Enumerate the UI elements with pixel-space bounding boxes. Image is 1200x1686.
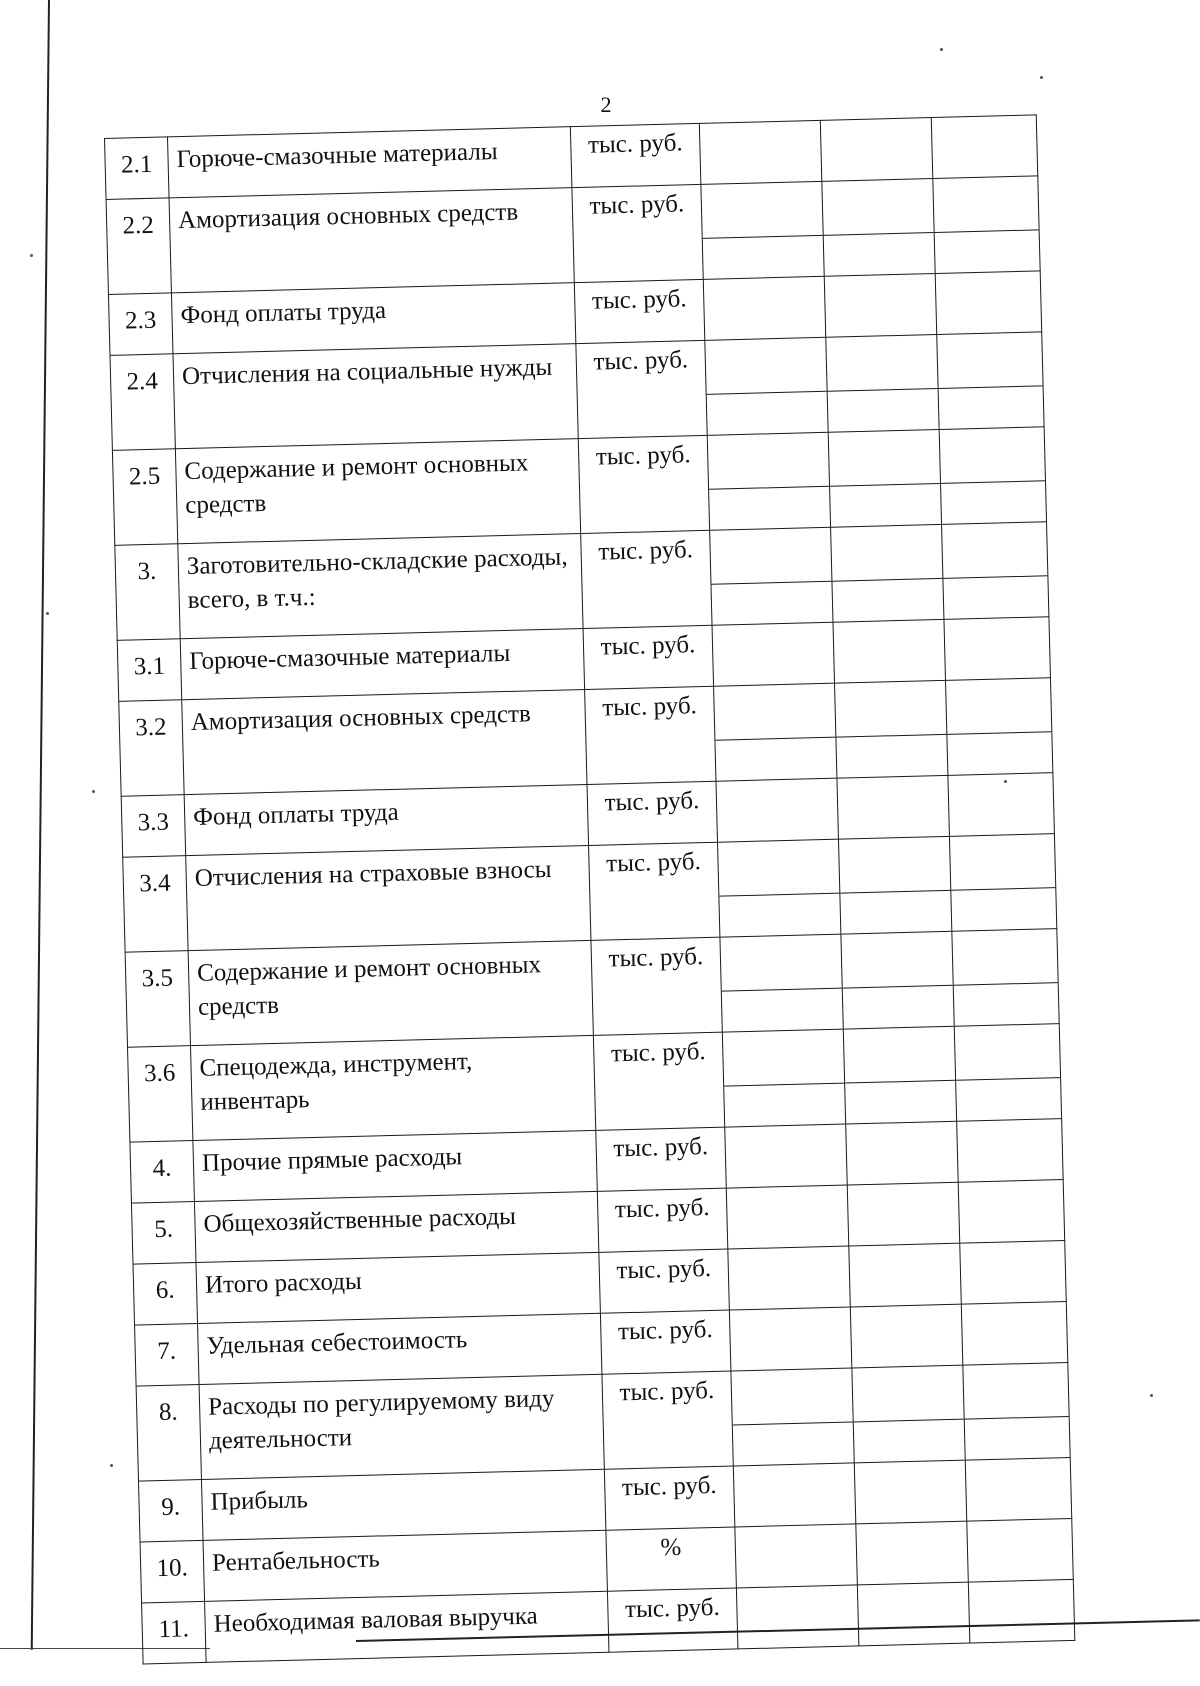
- row-indicator-name: Фонд оплаты труда: [184, 784, 588, 855]
- value-cell-lower: [947, 731, 1052, 765]
- row-value-cell-3: [948, 773, 1055, 837]
- row-value-cell-3: [958, 1180, 1065, 1244]
- value-cell-upper: [952, 929, 1057, 985]
- row-indicator-name: Прибыль: [201, 1469, 605, 1540]
- cost-table-sheet: [104, 112, 1158, 1664]
- row-indicator-name: Необходимая валовая выручка: [205, 1591, 609, 1662]
- row-indicator-name: Общехозяйственные расходы: [194, 1191, 598, 1262]
- row-value-cell-3: [944, 617, 1051, 681]
- value-cell-upper: [955, 1024, 1060, 1080]
- row-value-cell-3: [968, 1579, 1075, 1643]
- value-cell-lower: [707, 391, 828, 425]
- row-value-cell-2: [847, 1182, 960, 1246]
- value-cell-split: [839, 837, 951, 924]
- value-cell-upper: [731, 1368, 852, 1424]
- value-cell-split: [831, 525, 943, 612]
- value-cell-split: [829, 430, 941, 517]
- row-value-cell-3: [945, 678, 1052, 776]
- row-value-cell-1: [701, 181, 824, 279]
- row-number: 9.: [138, 1479, 203, 1542]
- row-value-cell-1: [736, 1585, 859, 1649]
- row-value-cell-1: [733, 1463, 856, 1527]
- row-indicator-name: Отчисления на страховые взносы: [186, 845, 591, 950]
- row-unit: тыс. руб.: [596, 1127, 727, 1191]
- row-number: 3.1: [117, 639, 182, 702]
- row-number: 2.5: [112, 449, 177, 546]
- cost-table: [104, 114, 1075, 1664]
- row-unit: тыс. руб.: [589, 842, 720, 940]
- row-value-cell-2: [850, 1304, 963, 1368]
- page-number: 2: [600, 92, 612, 117]
- value-cell-upper: [701, 182, 822, 238]
- value-cell-lower: [828, 388, 939, 422]
- row-value-cell-3: [935, 271, 1042, 335]
- value-cell-split: [826, 335, 938, 422]
- row-unit: тыс. руб.: [591, 937, 722, 1035]
- value-cell-split: [950, 834, 1056, 921]
- row-value-cell-3: [933, 176, 1040, 274]
- row-unit: тыс. руб.: [602, 1371, 733, 1469]
- row-unit: тыс. руб.: [585, 686, 716, 784]
- row-value-cell-3: [963, 1363, 1070, 1461]
- row-value-cell-2: [824, 274, 937, 338]
- row-value-cell-2: [849, 1243, 962, 1307]
- row-number: 3.2: [119, 700, 184, 797]
- value-cell-lower: [724, 1083, 845, 1117]
- row-value-cell-2: [833, 619, 946, 683]
- value-cell-upper: [714, 684, 835, 740]
- row-value-cell-1: [705, 337, 828, 435]
- scan-speck: [92, 790, 95, 793]
- row-value-cell-2: [856, 1521, 969, 1585]
- value-cell-upper: [835, 681, 946, 737]
- value-cell-split: [705, 338, 827, 425]
- value-cell-split: [933, 176, 1039, 263]
- row-number: 2.4: [110, 354, 175, 451]
- row-value-cell-1: [716, 778, 839, 842]
- row-number: 3.: [115, 544, 180, 641]
- row-value-cell-2: [828, 429, 941, 527]
- value-cell-split: [701, 182, 823, 269]
- value-cell-split: [718, 840, 840, 927]
- row-value-cell-1: [707, 432, 830, 530]
- row-indicator-name: Рентабельность: [203, 1530, 607, 1601]
- row-unit: %: [606, 1527, 737, 1591]
- row-value-cell-1: [729, 1307, 852, 1371]
- row-indicator-name: Горюче-смазочные материалы: [180, 629, 584, 700]
- value-cell-upper: [822, 179, 933, 235]
- row-value-cell-1: [710, 527, 833, 625]
- value-cell-lower: [832, 578, 943, 612]
- row-value-cell-3: [939, 427, 1046, 525]
- row-value-cell-1: [725, 1124, 848, 1188]
- value-cell-split: [963, 1363, 1069, 1450]
- row-value-cell-3: [949, 834, 1056, 932]
- value-cell-upper: [829, 430, 940, 486]
- value-cell-split: [835, 681, 947, 768]
- value-cell-lower: [711, 581, 832, 615]
- row-value-cell-1: [726, 1185, 849, 1249]
- row-value-cell-1: [703, 276, 826, 340]
- row-number: 4.: [130, 1141, 195, 1204]
- row-value-cell-3: [961, 1302, 1068, 1366]
- row-value-cell-2: [820, 118, 933, 182]
- row-number: 2.1: [105, 137, 170, 200]
- value-cell-upper: [839, 837, 950, 893]
- row-number: 3.5: [125, 951, 190, 1048]
- row-indicator-name: Амортизация основных средств: [169, 188, 574, 293]
- value-cell-lower: [722, 988, 843, 1022]
- value-cell-upper: [942, 522, 1047, 578]
- value-cell-lower: [951, 887, 1056, 921]
- row-unit: тыс. руб.: [593, 1032, 724, 1130]
- row-indicator-name: Горюче-смазочные материалы: [167, 127, 571, 198]
- row-number: 3.4: [123, 856, 188, 953]
- row-value-cell-1: [699, 120, 822, 184]
- row-indicator-name: Расходы по регулируемому виду деятельности: [199, 1374, 604, 1479]
- row-value-cell-2: [843, 1026, 956, 1124]
- row-unit: тыс. руб.: [581, 530, 712, 628]
- row-value-cell-1: [720, 934, 843, 1032]
- value-cell-lower: [845, 1080, 956, 1114]
- row-number: 3.3: [121, 795, 186, 858]
- scan-speck: [1040, 76, 1043, 79]
- value-cell-lower: [719, 893, 840, 927]
- row-value-cell-2: [838, 836, 951, 934]
- value-cell-upper: [826, 335, 937, 391]
- row-number: 10.: [140, 1540, 205, 1603]
- row-value-cell-3: [965, 1457, 1072, 1521]
- row-number: 7.: [135, 1324, 200, 1387]
- row-value-cell-2: [831, 524, 944, 622]
- row-number: 11.: [142, 1601, 207, 1664]
- row-value-cell-1: [712, 622, 835, 686]
- value-cell-split: [844, 1027, 956, 1114]
- value-cell-upper: [963, 1363, 1068, 1419]
- value-cell-lower: [709, 486, 830, 520]
- value-cell-upper: [933, 176, 1038, 232]
- row-value-cell-2: [837, 775, 950, 839]
- value-cell-lower: [935, 229, 1040, 263]
- row-number: 6.: [133, 1263, 198, 1326]
- row-value-cell-3: [960, 1241, 1067, 1305]
- value-cell-lower: [954, 982, 1059, 1016]
- row-indicator-name: Содержание и ремонт основных средств: [175, 439, 580, 544]
- row-value-cell-3: [967, 1518, 1074, 1582]
- scan-speck: [30, 254, 33, 257]
- row-indicator-name: Спецодежда, инструмент, инвентарь: [190, 1035, 595, 1140]
- row-value-cell-2: [835, 680, 948, 778]
- row-unit: тыс. руб.: [587, 781, 718, 845]
- row-unit: тыс. руб.: [570, 123, 701, 187]
- row-indicator-name: Заготовительно-складские расходы, всего, в т.ч.:: [178, 534, 583, 639]
- row-value-cell-3: [931, 115, 1038, 179]
- row-value-cell-1: [735, 1524, 858, 1588]
- scan-edge-left: [31, 0, 50, 1650]
- row-number: 8.: [136, 1384, 201, 1481]
- row-indicator-name: Удельная себестоимость: [198, 1313, 602, 1384]
- row-number: 3.6: [128, 1046, 193, 1143]
- row-indicator-name: Содержание и ремонт основных средств: [188, 940, 593, 1045]
- value-cell-upper: [841, 932, 952, 988]
- row-indicator-name: Фонд оплаты труда: [171, 283, 575, 354]
- row-value-cell-2: [841, 931, 954, 1029]
- row-unit: тыс. руб.: [576, 340, 707, 438]
- value-cell-lower: [943, 575, 1048, 609]
- value-cell-upper: [852, 1366, 963, 1422]
- value-cell-lower: [840, 890, 951, 924]
- value-cell-lower: [956, 1077, 1061, 1111]
- value-cell-split: [955, 1024, 1061, 1111]
- value-cell-split: [952, 929, 1058, 1016]
- value-cell-upper: [937, 332, 1042, 388]
- value-cell-upper: [831, 525, 942, 581]
- value-cell-split: [940, 427, 1046, 514]
- row-value-cell-1: [731, 1368, 854, 1466]
- row-unit: тыс. руб.: [600, 1310, 731, 1374]
- value-cell-upper: [718, 840, 839, 896]
- value-cell-lower: [703, 235, 824, 269]
- row-number: 2.3: [108, 293, 173, 356]
- row-number: 2.2: [106, 198, 171, 295]
- value-cell-lower: [939, 385, 1044, 419]
- value-cell-split: [723, 1030, 845, 1117]
- row-value-cell-3: [942, 522, 1049, 620]
- value-cell-upper: [705, 338, 826, 394]
- row-value-cell-2: [822, 179, 935, 277]
- row-unit: тыс. руб.: [607, 1588, 738, 1652]
- scan-speck: [940, 48, 943, 51]
- value-cell-lower: [965, 1416, 1070, 1450]
- value-cell-split: [852, 1366, 964, 1453]
- row-indicator-name: Прочие прямые расходы: [193, 1130, 597, 1201]
- scan-speck: [110, 1464, 113, 1467]
- value-cell-lower: [824, 232, 935, 266]
- value-cell-split: [708, 433, 830, 520]
- value-cell-split: [942, 522, 1048, 609]
- value-cell-upper: [950, 834, 1055, 890]
- value-cell-upper: [710, 528, 831, 584]
- value-cell-lower: [715, 737, 836, 771]
- row-value-cell-3: [937, 332, 1044, 430]
- value-cell-split: [937, 332, 1043, 419]
- row-unit: тыс. руб.: [578, 435, 709, 533]
- row-value-cell-2: [857, 1582, 970, 1646]
- row-value-cell-2: [854, 1460, 967, 1524]
- value-cell-split: [841, 932, 953, 1019]
- row-unit: тыс. руб.: [604, 1466, 735, 1530]
- row-unit: тыс. руб.: [583, 625, 714, 689]
- row-unit: тыс. руб.: [574, 279, 705, 343]
- value-cell-upper: [723, 1030, 844, 1086]
- row-value-cell-2: [846, 1121, 959, 1185]
- value-cell-split: [720, 935, 842, 1022]
- value-cell-lower: [843, 985, 954, 1019]
- value-cell-lower: [733, 1421, 854, 1455]
- row-indicator-name: Итого расходы: [196, 1252, 600, 1323]
- row-value-cell-3: [954, 1024, 1061, 1122]
- row-unit: тыс. руб.: [599, 1249, 730, 1313]
- row-value-cell-2: [852, 1365, 965, 1463]
- row-value-cell-1: [718, 839, 841, 937]
- row-number: 5.: [131, 1202, 196, 1265]
- cost-table-body: [105, 115, 1075, 1664]
- value-cell-upper: [708, 433, 829, 489]
- value-cell-split: [946, 678, 1052, 765]
- row-unit: тыс. руб.: [572, 184, 703, 282]
- row-value-cell-3: [957, 1119, 1064, 1183]
- value-cell-split: [731, 1368, 853, 1455]
- row-value-cell-1: [714, 683, 837, 781]
- value-cell-lower: [854, 1419, 965, 1453]
- row-value-cell-2: [826, 334, 939, 432]
- value-cell-upper: [720, 935, 841, 991]
- row-unit: тыс. руб.: [597, 1188, 728, 1252]
- value-cell-lower: [941, 480, 1046, 514]
- value-cell-lower: [830, 483, 941, 517]
- value-cell-split: [710, 528, 832, 615]
- value-cell-upper: [946, 678, 1051, 734]
- value-cell-upper: [940, 427, 1045, 483]
- value-cell-split: [822, 179, 934, 266]
- row-indicator-name: Амортизация основных средств: [182, 690, 587, 795]
- value-cell-upper: [844, 1027, 955, 1083]
- row-value-cell-3: [952, 929, 1059, 1027]
- row-value-cell-1: [728, 1246, 851, 1310]
- row-indicator-name: Отчисления на социальные нужды: [173, 344, 578, 449]
- value-cell-lower: [836, 734, 947, 768]
- value-cell-split: [714, 684, 836, 771]
- row-value-cell-1: [722, 1029, 845, 1127]
- scan-speck: [46, 612, 49, 615]
